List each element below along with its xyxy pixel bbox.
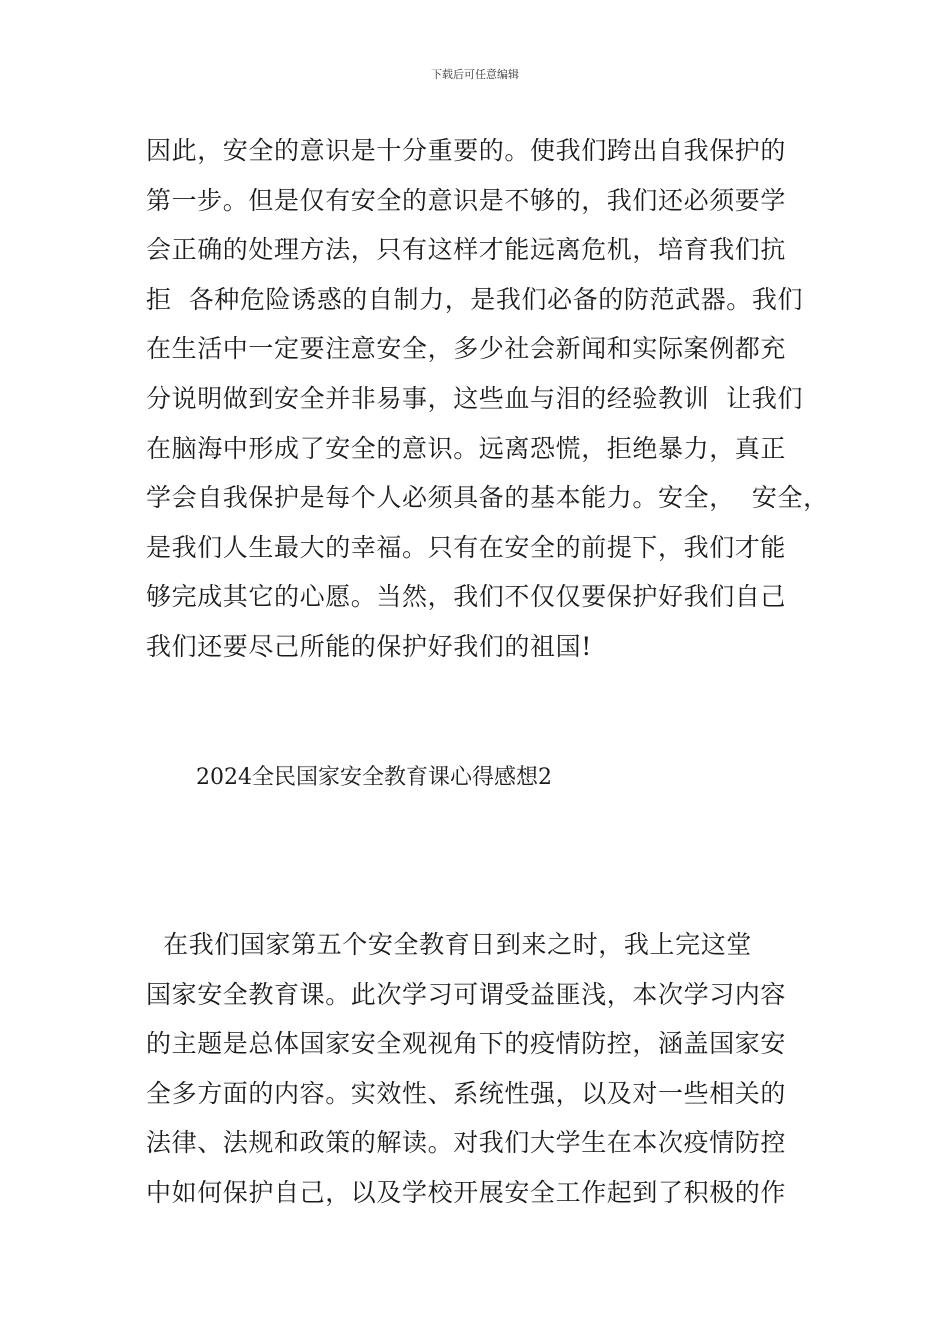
- section-title: 2024全民国家安全教育课心得感想2: [196, 765, 552, 790]
- paragraph-line: 够完成其它的心愿。当然，我们不仅仅要保护好我们自己: [146, 582, 787, 612]
- paragraph-line: 第一步。但是仅有安全的意识是不够的，我们还必须要学: [146, 185, 787, 215]
- paragraph-line: 国家安全教育课。此次学习可谓受益匪浅，本次学习内容: [146, 979, 787, 1009]
- paragraph-line: 在脑海中形成了安全的意识。远离恐慌，拒绝暴力，真正: [146, 433, 787, 463]
- paragraph-line: 在我们国家第五个安全教育日到来之时，我上完这堂: [146, 930, 752, 959]
- paragraph-line: 拒 各种危险诱惑的自制力，是我们必备的防范武器。我们: [146, 284, 804, 314]
- paragraph-line: 我们还要尽己所能的保护好我们的祖国!: [146, 631, 592, 661]
- header-note: 下载后可任意编辑: [431, 68, 519, 81]
- paragraph-2: [146, 920, 836, 1218]
- paragraph-line: 会正确的处理方法，只有这样才能远离危机，培育我们抗: [146, 235, 787, 265]
- paragraph-line: 分说明做到安全并非易事，这些血与泪的经验教训 让我们: [146, 383, 804, 413]
- paragraph-line: 是我们人生最大的幸福。只有在安全的前提下，我们才能: [146, 532, 787, 562]
- paragraph-line: 的主题是总体国家安全观视角下的疫情防控，涵盖国家安: [146, 1029, 787, 1059]
- paragraph-1: [146, 126, 836, 672]
- paragraph-line: 在生活中一定要注意安全，多少社会新闻和实际案例都充: [146, 334, 787, 364]
- paragraph-line: 法律、法规和政策的解读。对我们大学生在本次疫情防控: [146, 1128, 787, 1158]
- paragraph-line: 学会自我保护是每个人必须具备的基本能力。安全， 安全，: [146, 483, 829, 513]
- paragraph-line: 全多方面的内容。实效性、系统性强，以及对一些相关的: [146, 1078, 787, 1108]
- paragraph-line: 中如何保护自己，以及学校开展安全工作起到了积极的作: [146, 1177, 787, 1207]
- paragraph-line: 因此，安全的意识是十分重要的。使我们跨出自我保护的: [146, 136, 787, 165]
